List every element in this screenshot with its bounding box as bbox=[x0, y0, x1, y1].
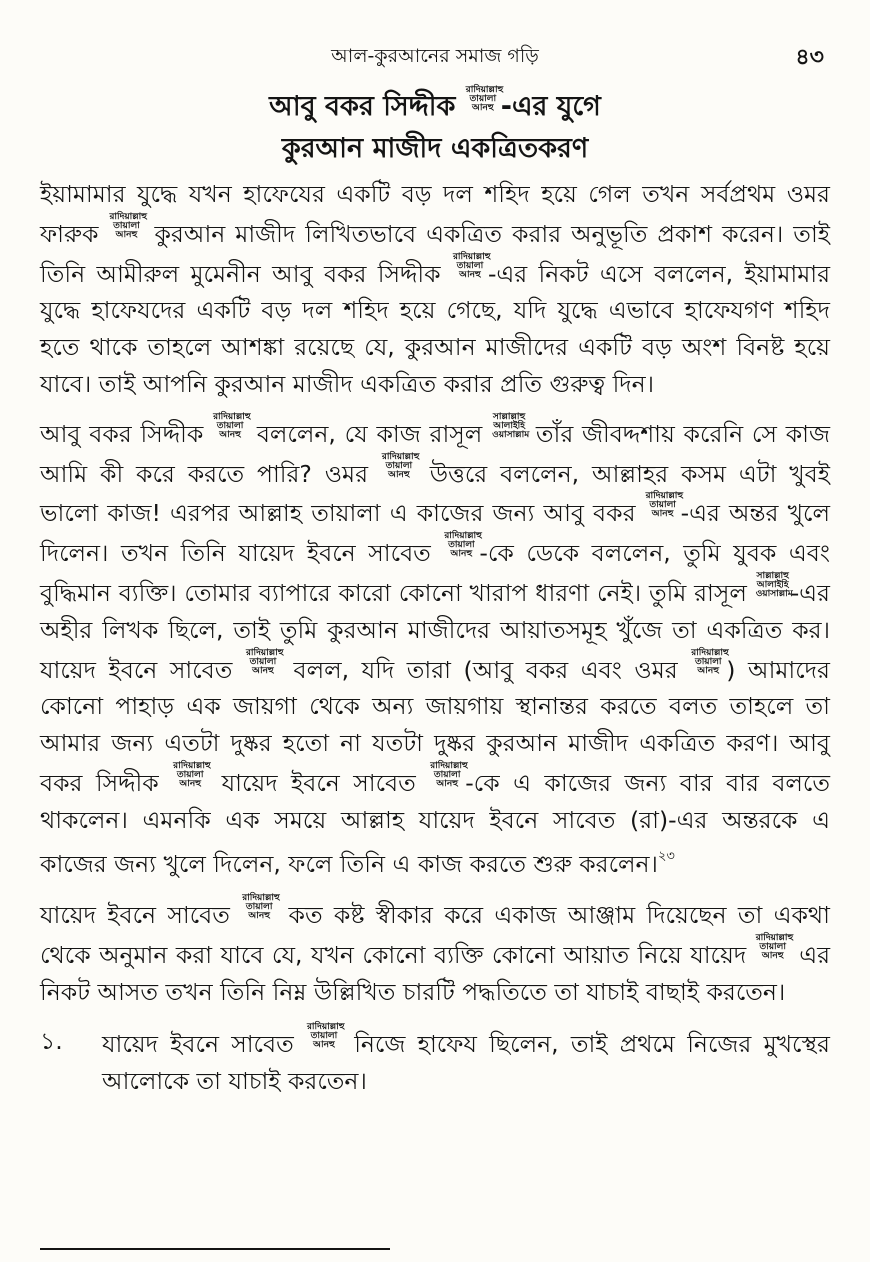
paragraph-1-text-a: ইয়ামামার যুদ্ধে যখন হাফেযের একটি বড় দল শহিদ হয়ে গেল তখন সর্বপ্রথম ওমর ফারুক bbox=[40, 180, 830, 248]
paragraph-2-text-g: -এর অহীর লিখক ছিলে, তাই তুমি কুরআন মাজীদের আয়াতসমূহ খুঁজে তা একত্রিত কর। যায়েদ ইবনে সাবেত bbox=[40, 578, 830, 684]
paragraph-2-text-i: ) আমাদের কোনো পাহাড় এক জায়গা থেকে অন্য জায়গায় স্থানান্তর করতে বলত তাহলে তা আমার জন্য এতটা দুষ্কর হতো না যতটা দুষ্কর কুরআন মাজীদ একত্রিত করণ। আবু বকর সিদ্দীক bbox=[40, 655, 830, 797]
honorific-saw: সাল্লাল্লাহু আলাইহি ওয়াসাল্লাম bbox=[755, 570, 793, 599]
paragraph-2-text-j: যায়েদ ইবনে সাবেত bbox=[221, 768, 416, 797]
paragraph-3-text-b: কত কষ্ট স্বীকার করে একাজ আঞ্জাম দিয়েছেন তা একথা থেকে অনুমান করা যাবে যে, যখন কোনো ব্যক্তি কোনো আয়াত নিয়ে যায়েদ bbox=[40, 901, 830, 970]
paragraph-3-text-a: যায়েদ ইবনে সাবেত bbox=[40, 901, 230, 930]
paragraph-2-text-b: বললেন, যে কাজ রাসূল bbox=[256, 419, 483, 448]
honorific-ra: রাদিয়াল্লাহু তায়ালা আনহু bbox=[173, 760, 211, 789]
page-number: ৪৩ bbox=[795, 45, 824, 70]
honorific-ra: রাদিয়াল্লাহু তায়ালা আনহু bbox=[245, 647, 284, 676]
chapter-title-line-2: কুরআন মাজীদ একত্রিতকরণ bbox=[281, 133, 589, 164]
paragraph-2-text-d: উত্তরে বললেন, আল্লাহর কসম এটা খুবই ভালো কাজ! এরপর আল্লাহ তায়ালা এ কাজের জন্য আবু বকর bbox=[40, 459, 830, 528]
paragraph-1-text-b: কুরআন মাজীদ লিখিতভাবে একত্রিত করার অনুভূতি প্রকাশ করেন। তাই তিনি আমীরুল মুমেনীন আবু বকর সিদ্দীক bbox=[40, 219, 830, 288]
paragraph-3-text-c: এর নিকট আসত তখন তিনি নিম্ন উল্লিখিত চারটি পদ্ধতিতে তা যাচাই বাছাই করতেন। bbox=[40, 941, 830, 1006]
list-item-text bbox=[102, 1023, 830, 1100]
running-header bbox=[40, 40, 830, 80]
honorific-ra: রাদিয়াল্লাহু তায়ালা আনহু bbox=[645, 491, 684, 520]
paragraph-2 bbox=[40, 413, 830, 883]
paragraph-1 bbox=[40, 176, 830, 403]
list-item bbox=[40, 1023, 830, 1100]
honorific-ra: রাদিয়াল্লাহু তায়ালা আনহু bbox=[242, 893, 280, 922]
footnote-reference[interactable]: ২৩ bbox=[657, 848, 675, 864]
list-item-number: ১. bbox=[40, 1026, 63, 1055]
honorific-ra: রাদিয়াল্লাহু তায়ালা আনহু bbox=[306, 1021, 345, 1050]
paragraph-2-text-k: -কে এ কাজের জন্য বার বার বলতে থাকলেন। এমনকি এক সময়ে আল্লাহ যায়েদ ইবনে সাবেত (রা)-এর অন্তরকে এ কাজের জন্য খুলে দিলেন, ফলে তিনি এ কাজ করতে শুরু করলেন। bbox=[40, 768, 830, 878]
honorific-ra: রাদিয়াল্লাহু তায়ালা আনহু bbox=[452, 251, 491, 280]
paragraph-2-text-h: বলল, যদি তারা (আবু বকর এবং ওমর bbox=[293, 655, 678, 684]
paragraph-2-text-f: -কে ডেকে বললেন, তুমি যুবক এবং বুদ্ধিমান ব্যক্তি। তোমার ব্যাপারে কারো কোনো খারাপ ধারণা নেই। তুমি রাসূল bbox=[40, 539, 830, 607]
honorific-ra: রাদিয়াল্লাহু তায়ালা আনহু bbox=[381, 451, 420, 480]
paragraph-1-text-c: -এর নিকট এসে বললেন, ইয়ামামার যুদ্ধে হাফেযদের একটি বড় দল শহিদ হয়ে গেছে, যদি যুদ্ধে এভাবে হাফেযগণ শহিদ হতে থাকে তাহলে আশঙ্কা রয়েছে যে, কুরআন মাজীদের একটি বড় অংশ বিনষ্ট হয়ে যাবে। তাই আপনি কুরআন মাজীদ একত্রিত করার প্রতি গুরুত্ব দিন। bbox=[40, 259, 830, 398]
honorific-ra: রাদিয়াল্লাহু তায়ালা আনহু bbox=[109, 211, 148, 240]
honorific-ra: রাদিয়াল্লাহু তায়ালা আনহু bbox=[430, 760, 468, 789]
list-item-text-b: নিজে হাফেয ছিলেন, তাই প্রথমে নিজের মুখস্থের আলোকে তা যাচাই করতেন। bbox=[102, 1029, 830, 1095]
honorific-ra: রাদিয়াল্লাহু তায়ালা আনহু bbox=[755, 933, 794, 962]
paragraph-3 bbox=[40, 894, 830, 1010]
footnote-divider bbox=[40, 1248, 390, 1250]
chapter-title-suffix: -এর যুগে bbox=[500, 91, 601, 122]
honorific-ra: রাদিয়াল্লাহু তায়ালা আনহু bbox=[213, 411, 251, 440]
honorific-ra: রাদিয়াল্লাহু তায়ালা আনহু bbox=[465, 85, 504, 113]
list-item-text-a: যায়েদ ইবনে সাবেত bbox=[102, 1029, 294, 1058]
paragraph-2-text-c: তাঁর জীবদ্দশায় করেনি সে কাজ আমি কী করে করতে পারি? ওমর bbox=[40, 419, 830, 488]
chapter-title bbox=[40, 86, 830, 170]
running-title: আল-কুরআনের সমাজ গড়ি bbox=[331, 45, 539, 67]
paragraph-2-text-a: আবু বকর সিদ্দীক bbox=[40, 419, 204, 448]
honorific-ra: রাদিয়াল্লাহু তায়ালা আনহু bbox=[691, 647, 729, 676]
chapter-title-name: আবু বকর সিদ্দীক bbox=[269, 91, 456, 122]
paragraph-2-text-e: -এর অন্তর খুলে দিলেন। তখন তিনি যায়েদ ইবনে সাবেত bbox=[40, 499, 830, 568]
honorific-saw: সাল্লাল্লাহু আলাইহি ওয়াসাল্লাম bbox=[492, 411, 530, 440]
honorific-ra: রাদিয়াল্লাহু তায়ালা আনহু bbox=[444, 531, 482, 560]
chapter-title-line-1 bbox=[40, 86, 830, 128]
